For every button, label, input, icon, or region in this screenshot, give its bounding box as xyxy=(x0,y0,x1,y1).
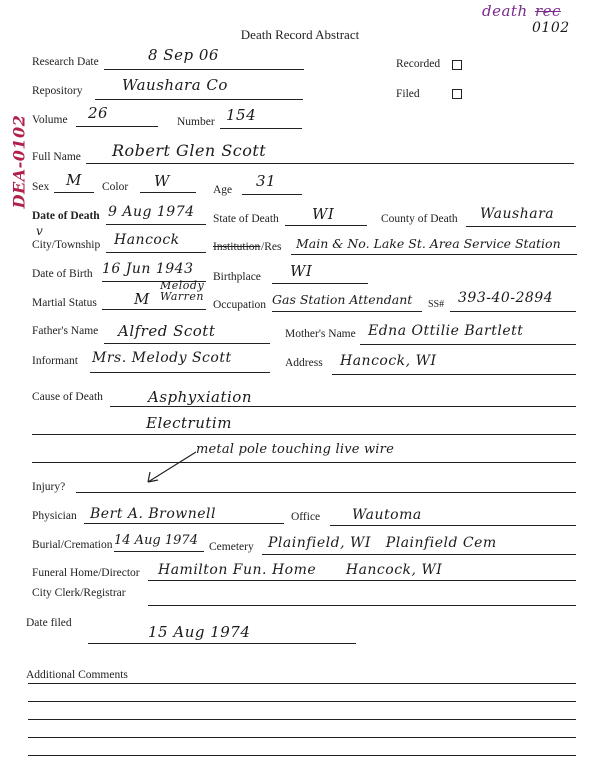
repository-value: Waushara Co xyxy=(122,76,228,94)
occupation-label: Occupation xyxy=(213,299,267,311)
mothers-name-value: Edna Ottilie Bartlett xyxy=(368,323,524,339)
color-value: W xyxy=(154,172,170,190)
age-line xyxy=(242,194,302,195)
city-clerk-line xyxy=(148,605,576,606)
side-stamp: DEA-0102 xyxy=(9,114,29,209)
birthplace-value: WI xyxy=(290,262,313,280)
city-township-mark: v xyxy=(36,224,44,238)
additional-comments-line-2 xyxy=(28,701,576,702)
corner-struck-word: rec xyxy=(535,2,561,20)
mothers-name-label: Mother's Name xyxy=(285,328,356,340)
address-line xyxy=(332,374,576,375)
date-of-death-line xyxy=(106,224,206,225)
birthplace-label: Birthplace xyxy=(213,271,261,283)
fathers-name-line xyxy=(104,343,270,344)
occupation-line xyxy=(272,311,422,312)
cause-of-death-line-3 xyxy=(32,462,576,463)
physician-label: Physician xyxy=(32,510,77,522)
date-of-death-label: Date of Death xyxy=(32,210,100,222)
funeral-home-value: Hamilton Fun. Home Hancock, WI xyxy=(158,562,443,578)
cemetery-line xyxy=(262,554,576,555)
age-label: Age xyxy=(213,184,233,196)
sex-label: Sex xyxy=(32,181,50,193)
date-filed-line xyxy=(88,643,356,644)
color-line xyxy=(140,192,196,193)
research-date-label: Research Date xyxy=(32,56,99,68)
state-of-death-label: State of Death xyxy=(213,213,279,225)
burial-cremation-label: Burial/Cremation xyxy=(32,539,113,551)
informant-line xyxy=(90,372,270,373)
burial-cremation-value: 14 Aug 1974 xyxy=(114,533,198,548)
city-township-label: City/Township xyxy=(32,239,101,251)
funeral-home-line xyxy=(148,580,576,581)
full-name-label: Full Name xyxy=(32,151,81,163)
spouse-note: Melody Warren xyxy=(160,279,205,303)
color-label: Color xyxy=(102,181,129,193)
cemetery-label: Cemetery xyxy=(209,541,254,553)
additional-comments-line-4 xyxy=(28,737,576,738)
city-township-value: Hancock xyxy=(114,232,180,248)
research-date-line xyxy=(104,69,304,70)
physician-value: Bert A. Brownell xyxy=(90,506,217,522)
ssn-line xyxy=(450,311,576,312)
full-name-line xyxy=(86,163,574,164)
informant-value: Mrs. Melody Scott xyxy=(92,350,232,366)
institution-value: Main & No. Lake St. Area Service Station xyxy=(296,236,561,251)
filed-label: Filed xyxy=(396,88,420,100)
county-of-death-line xyxy=(466,226,576,227)
sex-value: M xyxy=(66,171,82,189)
cause-of-death-value-2: Electrutim xyxy=(146,414,232,432)
date-filed-label: Date filed xyxy=(26,617,72,629)
address-label: Address xyxy=(285,357,323,369)
volume-line xyxy=(76,126,158,127)
office-label: Office xyxy=(291,511,321,523)
county-of-death-value: Waushara xyxy=(480,206,555,222)
filed-checkbox[interactable] xyxy=(452,89,462,99)
date-of-death-value: 9 Aug 1974 xyxy=(108,204,195,220)
corner-annotation xyxy=(478,0,588,42)
repository-line xyxy=(95,99,303,100)
date-of-birth-label: Date of Birth xyxy=(32,268,93,280)
repository-label: Repository xyxy=(32,85,83,97)
institution-label-struck: Institution xyxy=(213,241,261,253)
recorded-checkbox[interactable] xyxy=(452,60,462,70)
fathers-name-label: Father's Name xyxy=(32,325,99,337)
fathers-name-value: Alfred Scott xyxy=(118,322,216,340)
cemetery-value: Plainfield, WI Plainfield Cem xyxy=(268,535,497,551)
ssn-label: SS# xyxy=(428,299,445,310)
injury-line xyxy=(76,492,576,493)
number-value: 154 xyxy=(226,106,257,124)
number-label: Number xyxy=(177,116,215,128)
additional-comments-line-5 xyxy=(28,755,576,756)
age-value: 31 xyxy=(256,172,277,190)
cause-of-death-value-1: Asphyxiation xyxy=(148,388,252,406)
state-of-death-line xyxy=(285,225,367,226)
number-line xyxy=(220,128,302,129)
mothers-name-line xyxy=(360,344,576,345)
cause-of-death-line-2 xyxy=(32,434,576,435)
city-township-line xyxy=(106,252,206,253)
sex-line xyxy=(54,192,94,193)
full-name-value: Robert Glen Scott xyxy=(112,141,267,160)
address-value: Hancock, WI xyxy=(340,353,437,369)
state-of-death-value: WI xyxy=(312,205,335,223)
office-line xyxy=(330,525,576,526)
funeral-home-label: Funeral Home/Director xyxy=(32,567,140,579)
date-of-birth-value: 16 Jun 1943 xyxy=(102,261,194,277)
office-value: Wautoma xyxy=(352,507,422,523)
institution-label-res: /Res xyxy=(261,241,282,253)
page-title: Death Record Abstract xyxy=(240,27,360,42)
volume-label: Volume xyxy=(32,114,68,126)
informant-label: Informant xyxy=(32,355,78,367)
cause-of-death-label: Cause of Death xyxy=(32,391,103,403)
marital-status-value: M xyxy=(134,290,150,308)
recorded-label: Recorded xyxy=(396,58,441,70)
occupation-value: Gas Station Attendant xyxy=(272,292,413,307)
corner-number: 0102 xyxy=(532,20,570,36)
ssn-value: 393-40-2894 xyxy=(458,290,554,306)
volume-value: 26 xyxy=(88,104,109,122)
injury-label: Injury? xyxy=(32,481,66,493)
marital-status-label: Martial Status xyxy=(32,297,97,309)
arrow-icon xyxy=(140,448,200,488)
additional-comments-line-1 xyxy=(28,683,576,684)
burial-cremation-line xyxy=(114,551,204,552)
physician-line xyxy=(84,523,284,524)
research-date-value: 8 Sep 06 xyxy=(148,46,219,64)
city-clerk-label: City Clerk/Registrar xyxy=(32,587,126,599)
institution-line xyxy=(291,254,577,255)
birthplace-line xyxy=(272,283,368,284)
cause-of-death-line-1 xyxy=(110,406,576,407)
cause-of-death-value-3: metal pole touching live wire xyxy=(196,442,394,457)
additional-comments-label: Additional Comments xyxy=(26,669,128,681)
date-filed-value: 15 Aug 1974 xyxy=(148,623,251,641)
additional-comments-line-3 xyxy=(28,719,576,720)
marital-status-line xyxy=(102,309,206,310)
county-of-death-label: County of Death xyxy=(381,213,458,225)
corner-death-word: death xyxy=(482,2,528,20)
